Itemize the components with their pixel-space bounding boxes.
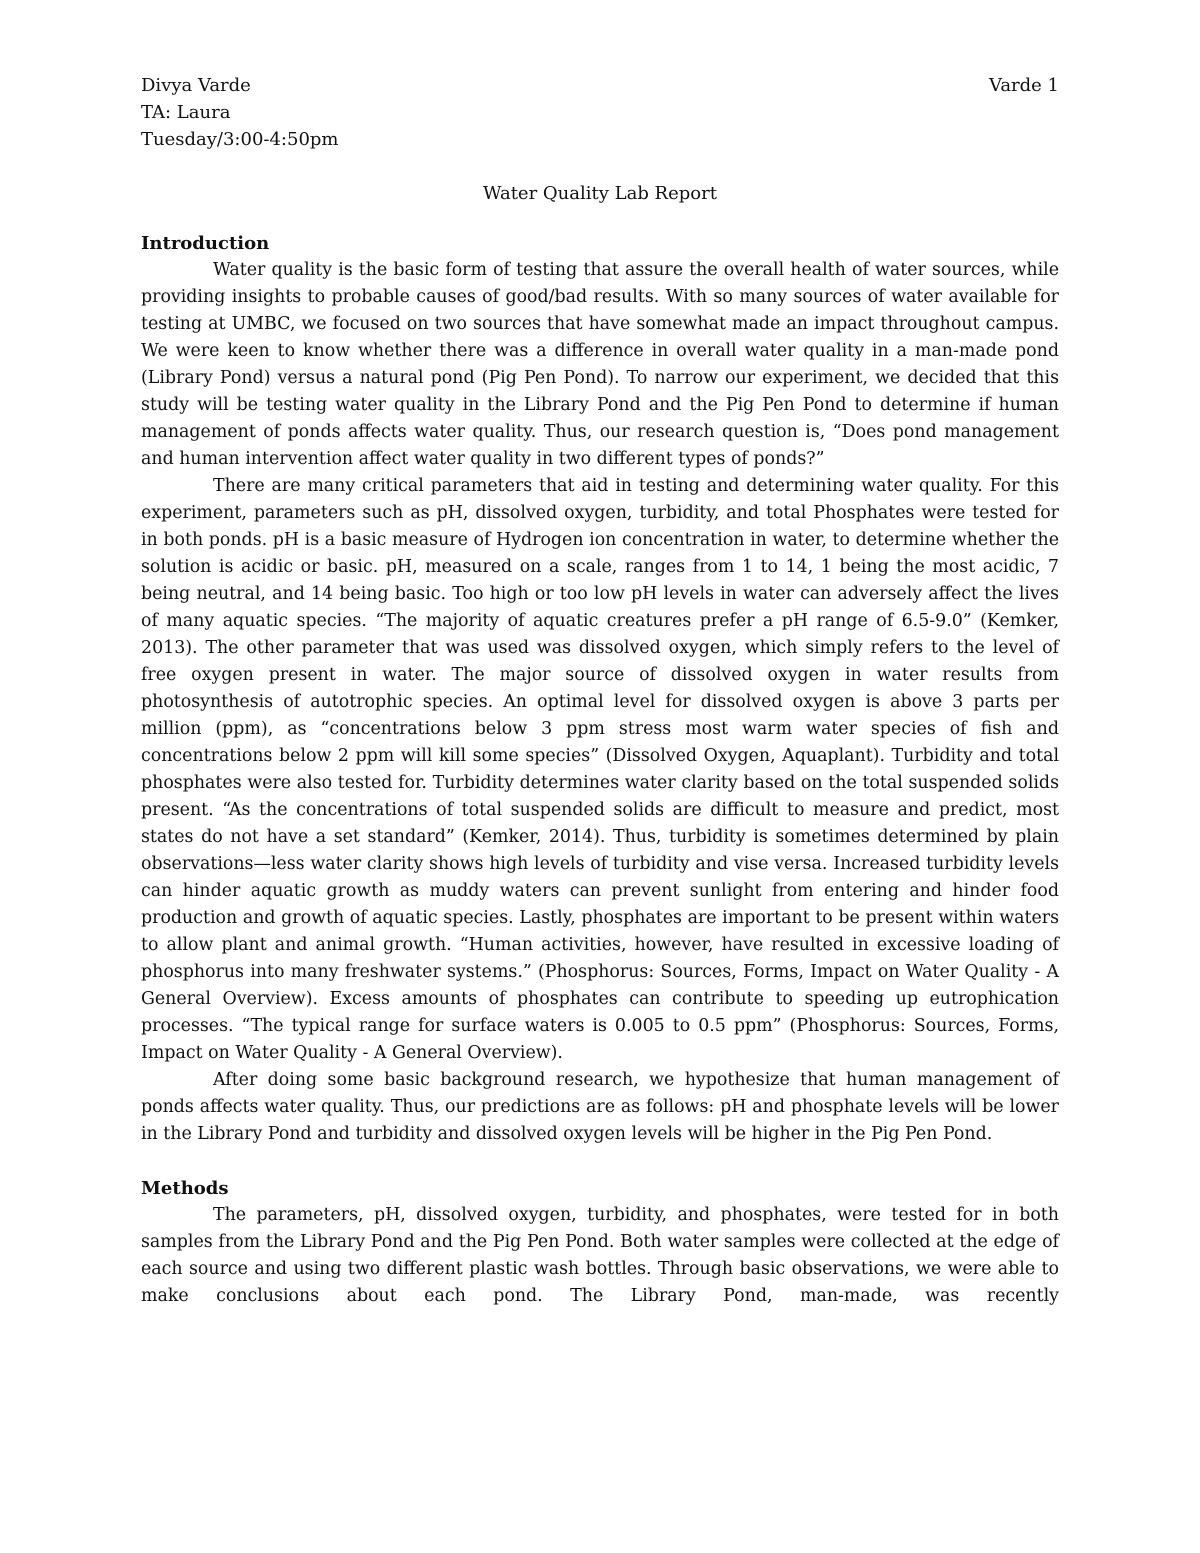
author-name: Divya Varde	[141, 75, 251, 96]
introduction-heading: Introduction	[141, 233, 270, 254]
methods-heading: Methods	[141, 1178, 229, 1199]
header-block	[141, 72, 1059, 153]
introduction-paragraph-2: There are many critical parameters that aid in testing and determining water quality. For this experiment, parameters such as pH, dissolved oxygen, turbidity, and total Phosphates were tested for in both ponds. pH is a basic measure of Hydrogen ion concentration in water, to determine whether the solution is acidic or basic. pH, measured on a scale, ranges from 1 to 14, 1 being the most acidic, 7 being neutral, and 14 being basic. Too high or too low pH levels in water can adversely affect the lives of many aquatic species. “The majority of aquatic creatures prefer a pH range of 6.5-9.0” (Kemker, 2013). The other parameter that was used was dissolved oxygen, which simply refers to the level of free oxygen present in water. The major source of dissolved oxygen in water results from photosynthesis of autotrophic species. An optimal level for dissolved oxygen is above 3 parts per million (ppm), as “concentrations below 3 ppm stress most warm water species of fish and concentrations below 2 ppm will kill some species” (Dissolved Oxygen, Aquaplant). Turbidity and total phosphates were also tested for. Turbidity determines water clarity based on the total suspended solids present. “As the concentrations of total suspended solids are difficult to measure and predict, most states do not have a set standard” (Kemker, 2014). Thus, turbidity is sometimes determined by plain observations—less water clarity shows high levels of turbidity and vise versa. Increased turbidity levels can hinder aquatic growth as muddy waters can prevent sunlight from entering and hinder food production and growth of aquatic species. Lastly, phosphates are important to be present within waters to allow plant and animal growth. “Human activities, however, have resulted in excessive loading of phosphorus into many freshwater systems.” (Phosphorus: Sources, Forms, Impact on Water Quality - A General Overview). Excess amounts of phosphates can contribute to speeding up eutrophication processes. “The typical range for surface waters is 0.005 to 0.5 ppm” (Phosphorus: Sources, Forms, Impact on Water Quality - A General Overview).	[141, 476, 1059, 1063]
introduction-paragraph-1: Water quality is the basic form of testing that assure the overall health of water sources, while providing insights to probable causes of good/bad results. With so many sources of water available for testing at UMBC, we focused on two sources that have somewhat made an impact throughout campus. We were keen to know whether there was a difference in overall water quality in a man-made pond (Library Pond) versus a natural pond (Pig Pen Pond). To narrow our experiment, we decided that this study will be testing water quality in the Library Pond and the Pig Pen Pond to determine if human management of ponds affects water quality. Thus, our research question is, “Does pond management and human intervention affect water quality in two different types of ponds?”	[141, 260, 1059, 469]
introduction-section	[141, 230, 1059, 1148]
methods-section	[141, 1175, 1059, 1310]
section-spacer	[141, 1148, 1059, 1175]
introduction-paragraph-3: After doing some basic background research, we hypothesize that human management of ponds affects water quality. Thus, our predictions are as follows: pH and phosphate levels will be lower in the Library Pond and turbidity and dissolved oxygen levels will be higher in the Pig Pen Pond.	[141, 1070, 1059, 1144]
ta-name: TA: Laura	[141, 102, 231, 123]
document-title: Water Quality Lab Report	[483, 183, 717, 204]
page-number: Varde 1	[988, 75, 1059, 96]
methods-paragraph-1: The parameters, pH, dissolved oxygen, turbidity, and phosphates, were tested for in both samples from the Library Pond and the Pig Pen Pond. Both water samples were collected at the edge of each source and using two different plastic wash bottles. Through basic observations, we were able to make conclusions about each pond. The Library Pond, man-made, was recently	[141, 1205, 1059, 1306]
document-page	[141, 72, 1059, 1310]
session-time: Tuesday/3:00-4:50pm	[141, 129, 339, 150]
